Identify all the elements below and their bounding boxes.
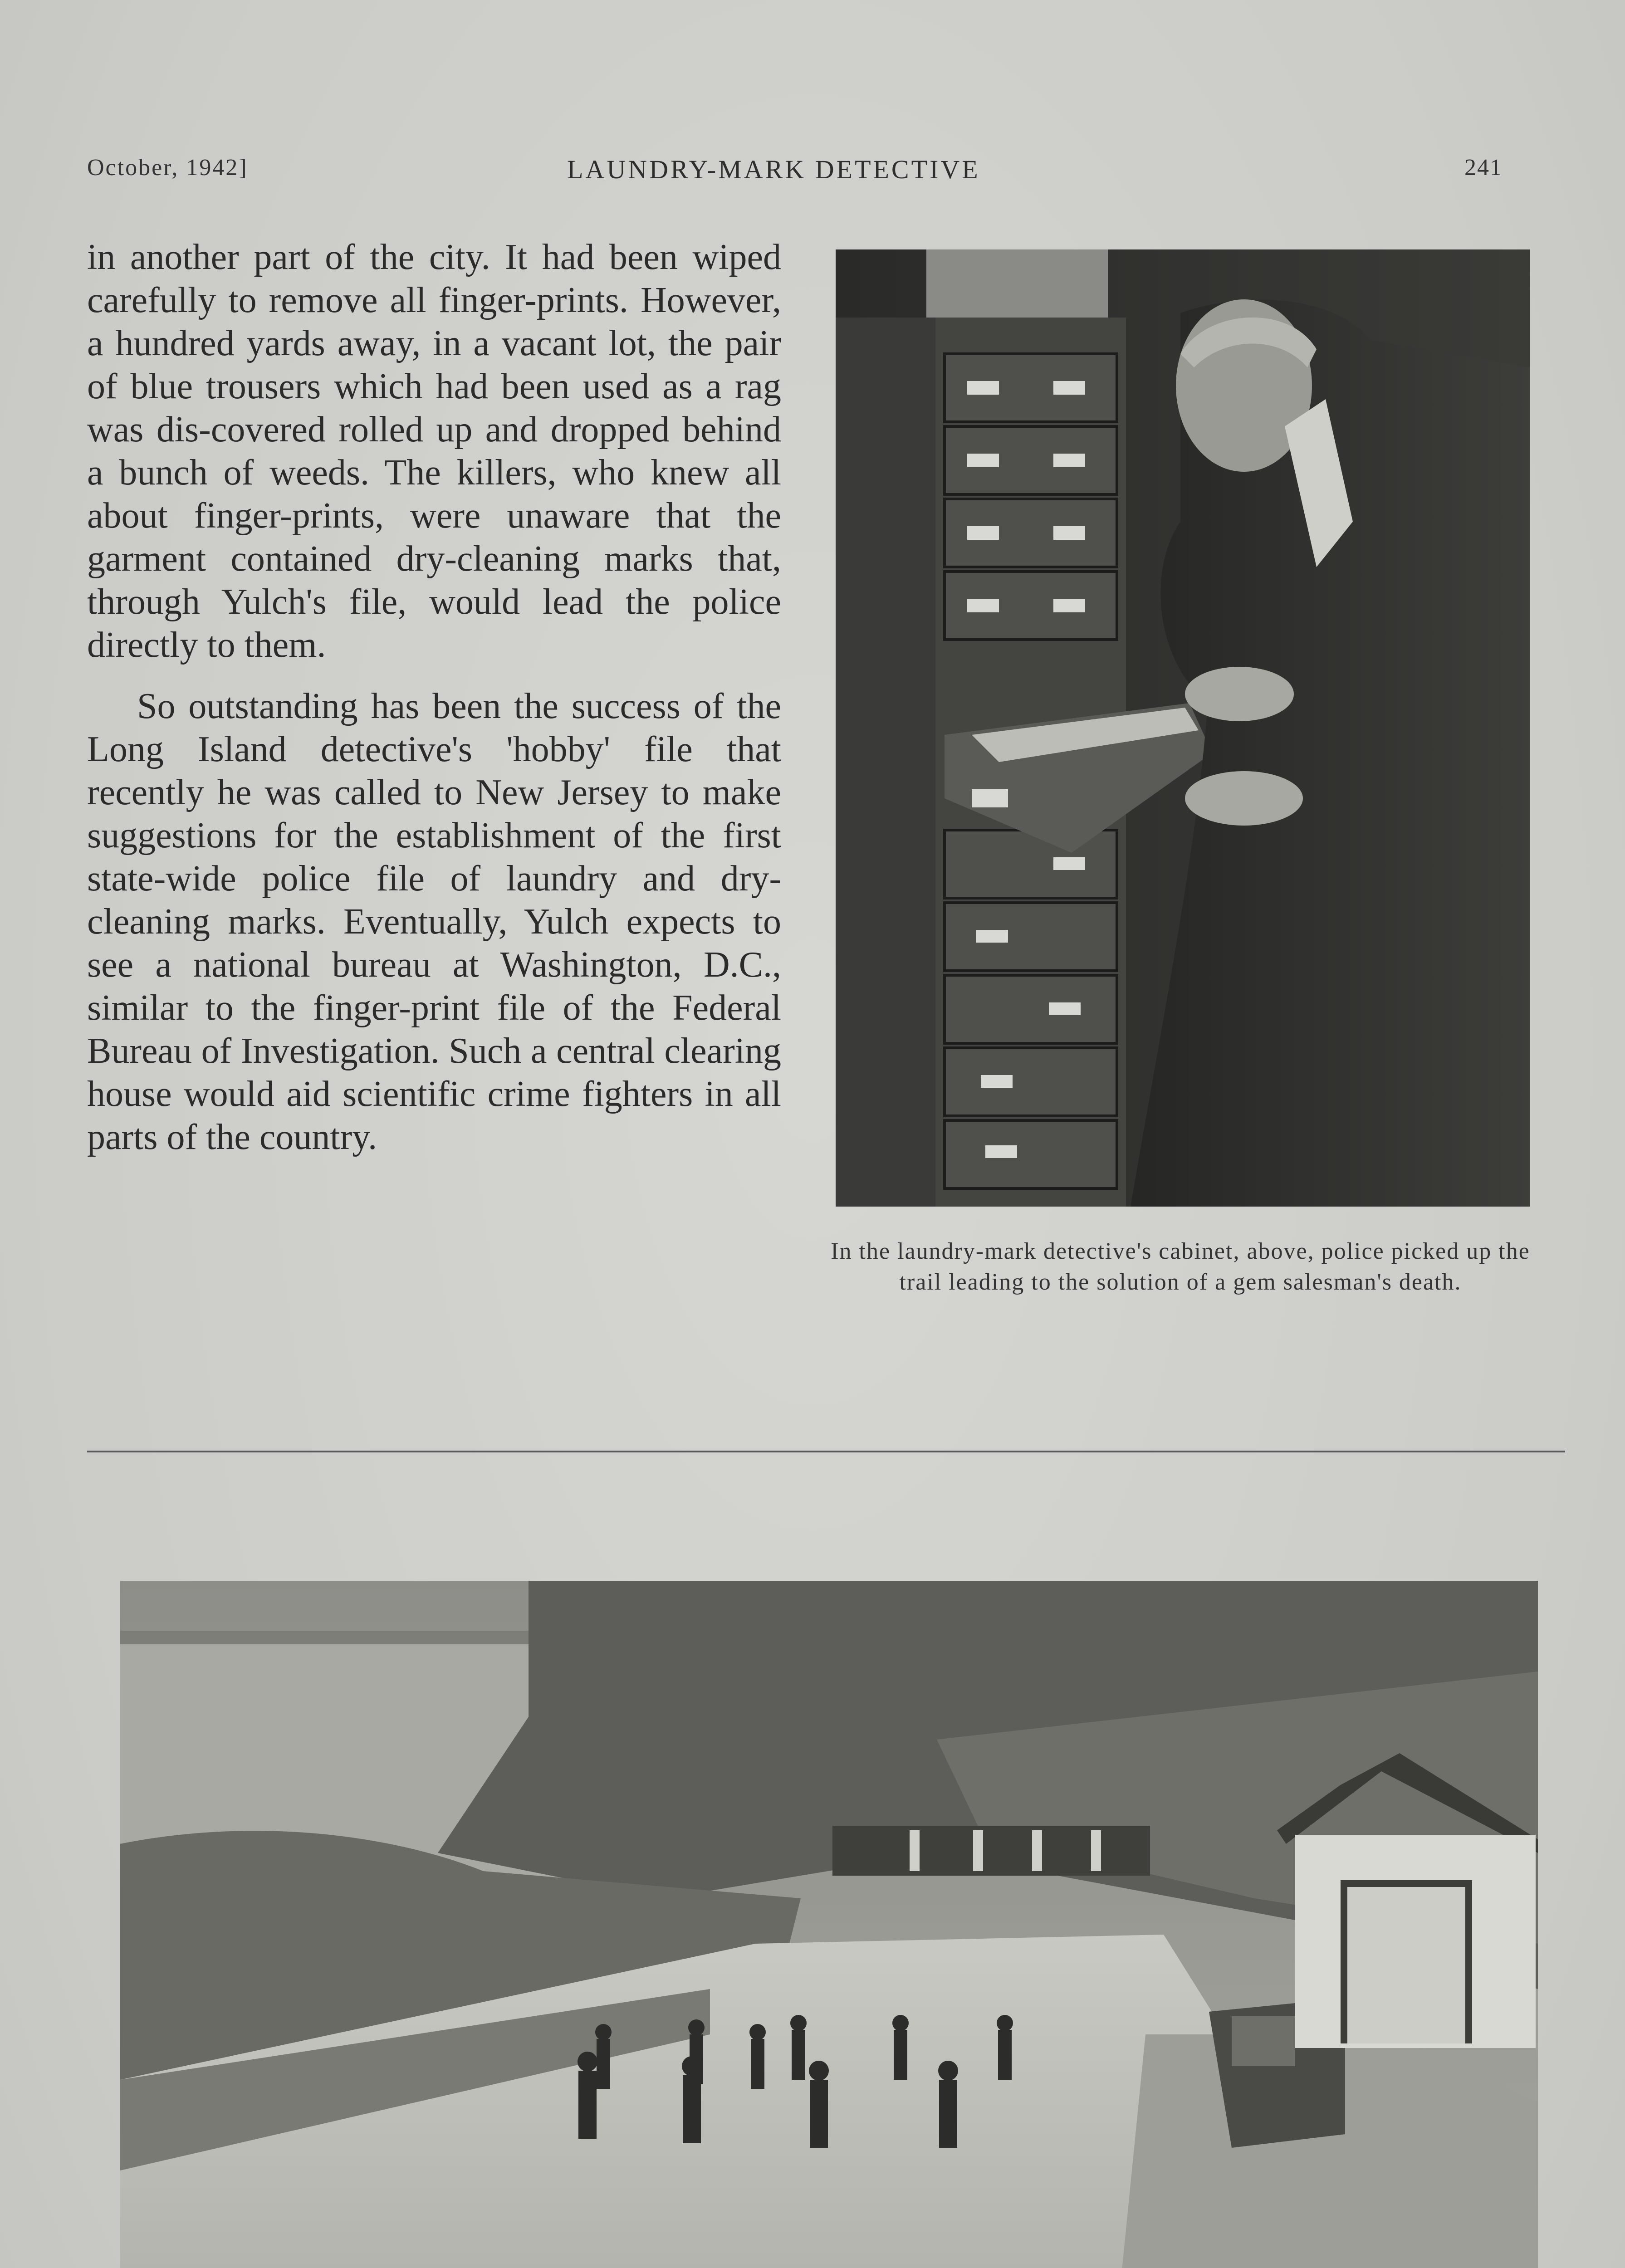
- article-paragraph-1: in another part of the city. It had been wiped carefully to remove all finger-prints. However, a hundred yards away, in a vacant lot, the pair of blue trousers which had been used as a rag was dis-covered rolled up and dropped behind a bunch of weeds. The killers, who knew all about finger-prints, were unaware that the garment contained dry-cleaning marks that, through Yulch's file, would lead the police directly to them.: [87, 237, 781, 665]
- cabinet-caption: In the laundry-mark detective's cabinet, above, police picked up the trail leading to the solution of a gem salesman's death.: [831, 1238, 1530, 1295]
- revolver-range-photo: [120, 1581, 1538, 2268]
- article-body: [87, 236, 781, 1177]
- page-number: 241: [1464, 155, 1503, 181]
- issue-date: October, 1942]: [87, 155, 248, 181]
- section-divider: [87, 1451, 1565, 1452]
- article-paragraph-2: So outstanding has been the success of the Long Island detective's 'hobby' file that recently he was called to New Jersey to make suggestions for the establishment of the first state-wide police file of laundry and dry-cleaning marks. Eventually, Yulch expects to see a national bureau at Washington, D.C., similar to the finger-print file of the Federal Bureau of Investigation. Such a central clearing house would aid scientific crime fighters in all parts of the country.: [87, 686, 781, 1157]
- running-header: [0, 154, 1625, 191]
- cabinet-photo: [836, 249, 1530, 1207]
- running-title: LAUNDRY-MARK DETECTIVE: [567, 155, 980, 184]
